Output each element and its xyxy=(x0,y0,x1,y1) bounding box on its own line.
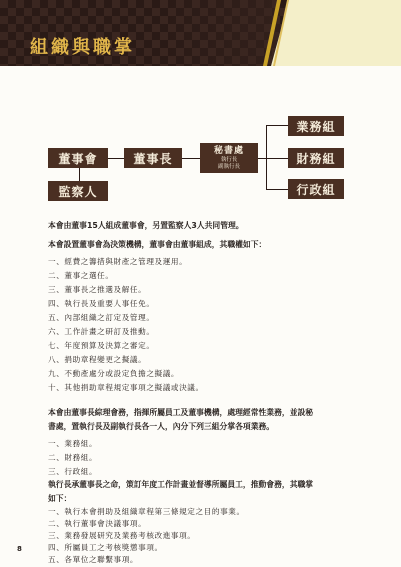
connector-dept-3 xyxy=(266,189,288,190)
list-item: 四、所屬員工之考核獎懲事項。 xyxy=(48,543,163,552)
paragraph-ceo-duties-2: 如下： xyxy=(48,494,72,503)
connector-chairman-secretariat xyxy=(182,158,200,159)
list-item: 四、執行長及重要人事任免。 xyxy=(48,299,155,308)
page-title: 組織與職掌 xyxy=(30,37,135,58)
secretariat-label: 秘書處 xyxy=(213,145,244,156)
page-number: 8 xyxy=(17,545,22,553)
list-item: 七、年度預算及決算之審定。 xyxy=(48,341,155,350)
header-light-panel xyxy=(271,0,401,66)
list-item: 三、行政組。 xyxy=(48,467,98,476)
list-item: 二、執行董事會決議事項。 xyxy=(48,519,147,528)
paragraph-ceo-duties-1: 執行長承董事長之命，策訂年度工作計畫並督導所屬員工，推動會務，其職掌 xyxy=(48,480,314,489)
connector-board-chairman xyxy=(108,158,124,159)
org-box-dept-business: 業務組 xyxy=(288,116,344,136)
list-item: 二、財務組。 xyxy=(48,453,98,462)
org-box-supervisors: 監察人 xyxy=(48,181,108,201)
list-item: 二、董事之選任。 xyxy=(48,271,114,280)
org-box-dept-admin: 行政組 xyxy=(288,179,344,199)
connector-dept-2 xyxy=(266,158,288,159)
org-box-dept-finance: 財務組 xyxy=(288,148,344,168)
org-box-secretariat xyxy=(200,143,258,173)
connector-vertical-trunk xyxy=(266,125,267,189)
connector-secretariat-trunk xyxy=(258,158,266,159)
list-item: 十、其他捐助章程規定事項之擬議或決議。 xyxy=(48,383,204,392)
list-item: 三、業務發展研究及業務考核改進事項。 xyxy=(48,531,196,540)
secretariat-sub-deputy: 副執行長 xyxy=(217,163,240,170)
paragraph-chairman-duties-1: 本會由董事長綜理會務，指揮所屬員工及董事機構，處理經常性業務，並設秘 xyxy=(48,408,314,417)
connector-dept-1 xyxy=(266,125,288,126)
list-item: 九、不動產處分或設定負擔之擬議。 xyxy=(48,369,180,378)
paragraph-board-powers: 本會設置董事會為決策機構，董事會由董事組成，其職權如下： xyxy=(48,240,267,249)
list-item: 五、各單位之聯繫事項。 xyxy=(48,555,139,564)
list-item: 一、業務組。 xyxy=(48,439,98,448)
org-box-chairman: 董事長 xyxy=(124,148,182,168)
header-fade xyxy=(160,0,280,66)
list-item: 八、捐助章程變更之擬議。 xyxy=(48,355,147,364)
paragraph-board-composition: 本會由董事15人組成董事會，另置監察人3人共同管理。 xyxy=(48,221,244,230)
list-item: 六、工作計畫之研訂及推動。 xyxy=(48,327,155,336)
list-item: 五、內部組織之訂定及管理。 xyxy=(48,313,155,322)
secretariat-sub-ceo: 執行長 xyxy=(220,156,238,163)
list-item: 三、董事長之推選及解任。 xyxy=(48,285,147,294)
connector-board-supervisors xyxy=(79,168,80,182)
org-box-board: 董事會 xyxy=(48,148,108,168)
paragraph-chairman-duties-2: 書處，置執行長及副執行長各一人，內分下列三組分掌各項業務。 xyxy=(48,422,275,431)
list-item: 一、執行本會捐助及組織章程第三條規定之目的事業。 xyxy=(48,507,245,516)
list-item: 一、經費之籌措與財產之管理及運用。 xyxy=(48,257,188,266)
